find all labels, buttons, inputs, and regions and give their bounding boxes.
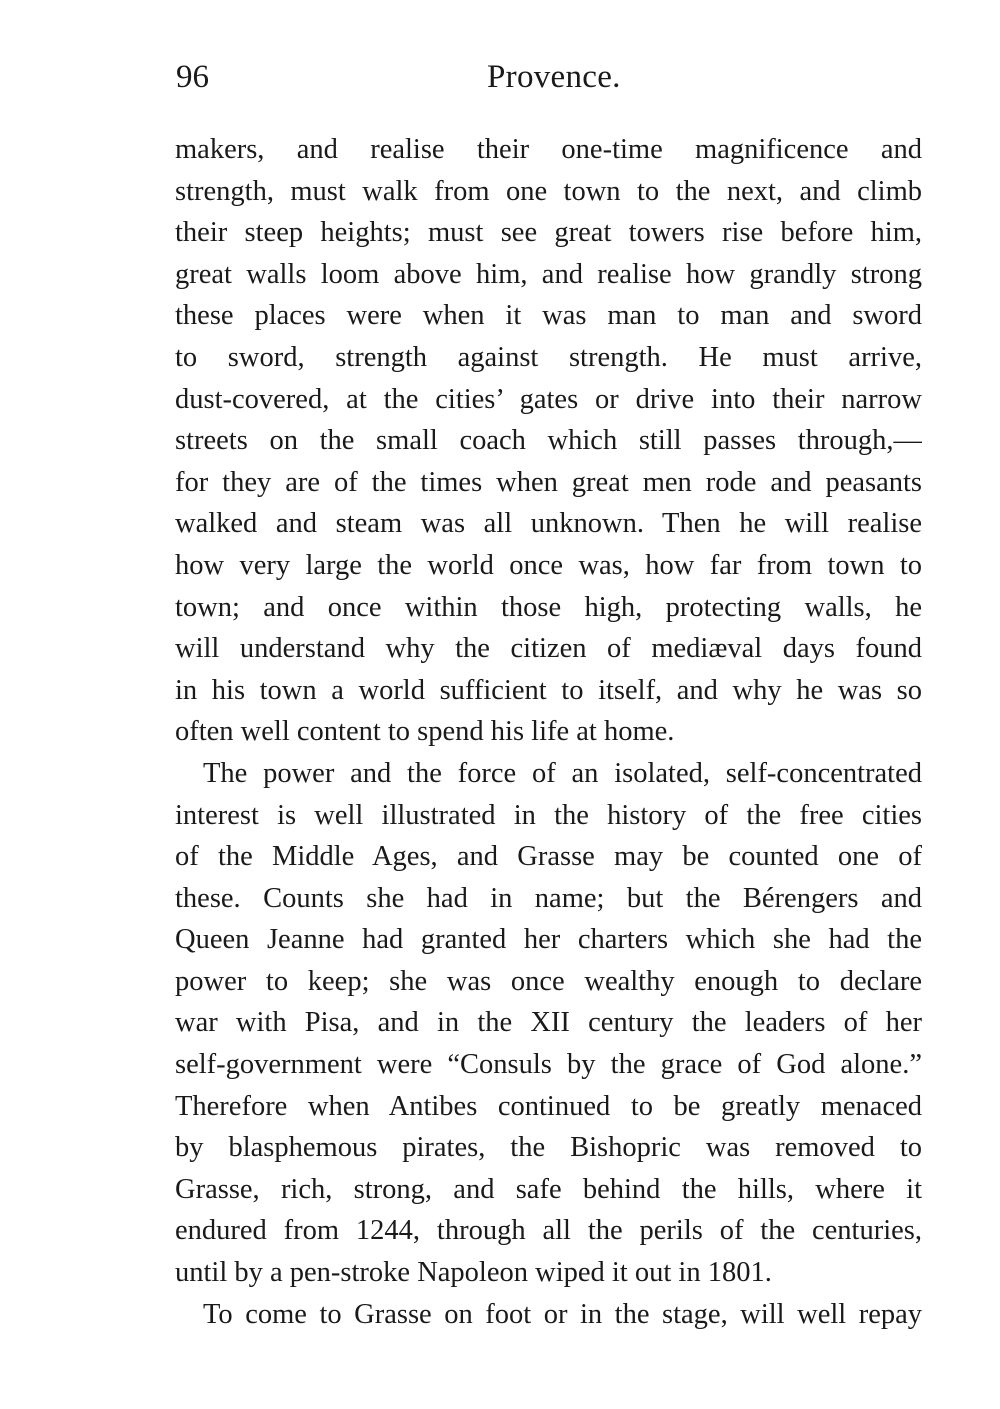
text-line: self-government were “Consuls by the grace of God alone.” [175,1049,922,1081]
text-line: great walls loom above him, and realise how grandly strong [175,258,922,290]
text-line: often well content to spend his life at home. [175,716,675,748]
text-line: their steep heights; must see great towers rise before him, [175,217,922,249]
text-line: interest is well illustrated in the history of the free cities [175,799,922,831]
running-header [0,52,1000,102]
text-line: until by a pen-stroke Napoleon wiped it out in 1801. [175,1257,772,1289]
text-line: walked and steam was all unknown. Then he will realise [175,508,922,540]
text-line: The power and the force of an isolated, self-concentrated [203,757,922,789]
text-line: in his town a world sufficient to itself, and why he was so [175,674,922,706]
text-line: strength, must walk from one town to the next, and climb [175,175,922,207]
text-line: Queen Jeanne had granted her charters which she had the [175,924,922,956]
body-text [175,129,922,1335]
text-line: town; and once within those high, protecting walls, he [175,591,922,623]
page-number: 96 [176,59,209,95]
text-line: power to keep; she was once wealthy enough to declare [175,965,922,997]
paragraph-1 [175,129,922,753]
text-line: To come to Grasse on foot or in the stage, will well repay [203,1298,922,1330]
text-line: these places were when it was man to man and sword [175,300,922,332]
text-line: war with Pisa, and in the XII century the leaders of her [175,1007,922,1039]
text-line: will understand why the citizen of mediæval days found [175,633,922,665]
text-line: these. Counts she had in name; but the Bérengers and [175,882,922,914]
text-line: Grasse, rich, strong, and safe behind the hills, where it [175,1173,922,1205]
text-line: of the Middle Ages, and Grasse may be counted one of [175,841,922,873]
paragraph-2 [175,753,922,1294]
text-line: dust-covered, at the cities’ gates or drive into their narrow [175,383,922,415]
text-line: to sword, strength against strength. He must arrive, [175,341,922,373]
text-line: by blasphemous pirates, the Bishopric was removed to [175,1132,922,1164]
text-line: Therefore when Antibes continued to be greatly menaced [175,1090,922,1122]
text-line: makers, and realise their one-time magnificence and [175,134,922,165]
text-line: for they are of the times when great men rode and peasants [175,466,922,498]
paragraph-3 [175,1294,922,1336]
text-line: streets on the small coach which still passes through,— [175,425,922,457]
running-title: Provence. [487,59,621,95]
text-line: endured from 1244, through all the perils of the centuries, [175,1215,922,1247]
text-line: how very large the world once was, how far from town to [175,549,922,581]
